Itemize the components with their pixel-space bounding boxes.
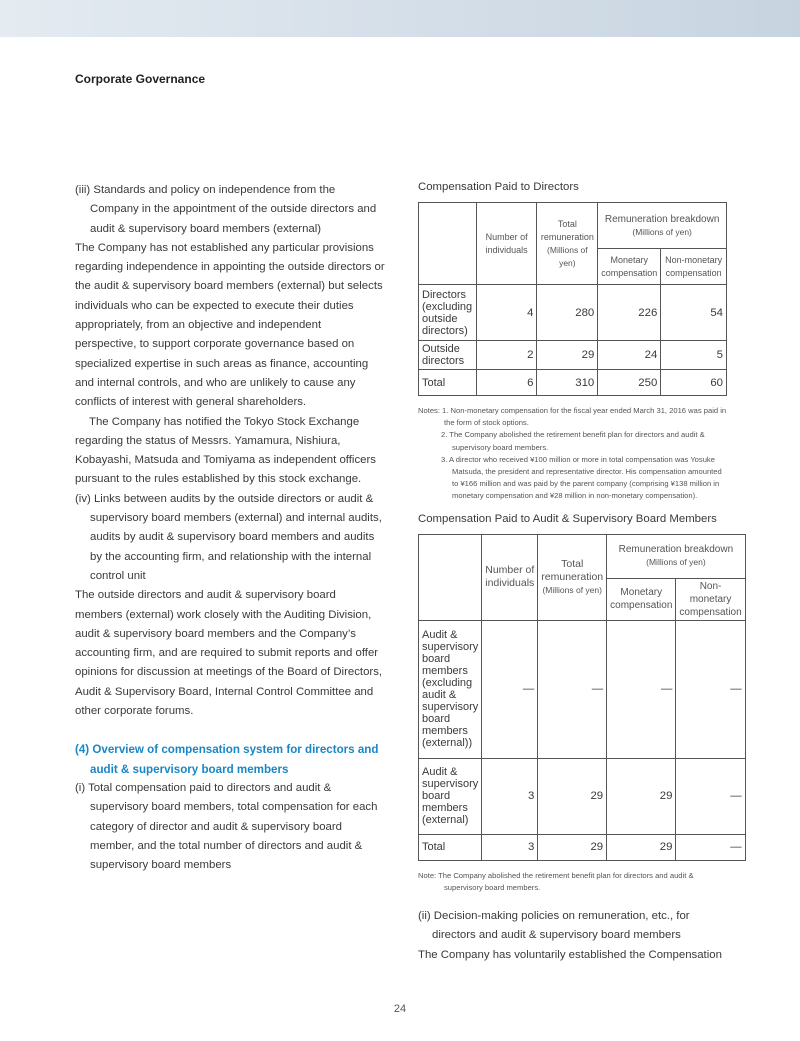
cell-non-monetary: 54 (661, 285, 727, 341)
table2-header-monetary: Monetary compensation (607, 578, 676, 620)
cell-monetary: 24 (598, 341, 661, 370)
table-row (419, 370, 727, 396)
cell-number: 6 (476, 370, 537, 396)
cell-monetary: 226 (598, 285, 661, 341)
table1-header-total-label: Total remuneration (540, 218, 594, 242)
table1-corner-cell (419, 203, 477, 285)
cell-non-monetary: 60 (661, 370, 727, 396)
row-label: Directors (excluding outside directors) (419, 285, 477, 341)
header-band (0, 0, 800, 37)
left-column (75, 181, 385, 875)
row-label: Total (419, 370, 477, 396)
audit-board-compensation-table (418, 534, 746, 861)
table1-notes (418, 405, 728, 503)
right-body-text (418, 907, 728, 965)
table2-header-breakdown (607, 534, 746, 578)
table2-corner-cell (419, 534, 482, 620)
table1-note-1: Notes: 1. Non-monetary compensation for the fiscal year ended March 31, 2016 was paid in the form of stock options. (418, 406, 727, 428)
cell-non-monetary: — (676, 620, 745, 758)
section-heading-4: (4) Overview of compensation system for directors and audit & supervisory board members (75, 743, 379, 776)
cell-total: 29 (537, 341, 598, 370)
directors-compensation-table (418, 202, 727, 396)
cell-non-monetary: — (676, 758, 745, 834)
cell-number: — (482, 620, 538, 758)
page-number: 24 (393, 1003, 407, 1015)
row-label: Total (419, 834, 482, 860)
table1-caption: Compensation Paid to Directors (418, 181, 579, 193)
item-i-title: (i) Total compensation paid to directors and audit & supervisory board members, total compensation for each category of director and audit & supervisory board member, and the total number of directors and audit & supervisory board members (75, 781, 378, 872)
table1-header-non-monetary: Non-monetary compensation (661, 249, 727, 285)
cell-monetary: 29 (607, 834, 676, 860)
table2-header-total-label: Total remuneration (541, 557, 604, 583)
row-label: Outside directors (419, 341, 477, 370)
table-row (419, 285, 727, 341)
table1-header-breakdown-unit: (Millions of yen) (632, 226, 692, 237)
item-ii-paragraph-1: The Company has voluntarily established the Compensation (418, 948, 722, 961)
table1-note-2: 2. The Company abolished the retirement benefit plan for directors and audit & supervisory board members. (441, 430, 705, 452)
table2-header-breakdown-unit: (Millions of yen) (646, 557, 706, 568)
row-label: Audit & supervisory board members (excluding audit & supervisory board members (external)) (419, 620, 482, 758)
right-column (418, 181, 742, 965)
table1-header-breakdown (598, 203, 727, 249)
item-iv-title: (iv) Links between audits by the outside directors or audit & supervisory board members (external) and internal audits, audits by audit & supervisory board members and audits by the accounting firm, and relationship with the internal control unit (75, 492, 382, 582)
cell-non-monetary: 5 (661, 341, 727, 370)
table2-header-breakdown-label: Remuneration breakdown (618, 544, 734, 556)
table-row (419, 758, 746, 834)
cell-total: 310 (537, 370, 598, 396)
cell-monetary: 250 (598, 370, 661, 396)
cell-number: 3 (482, 758, 538, 834)
cell-monetary: 29 (607, 758, 676, 834)
cell-number: 2 (476, 341, 537, 370)
table-row (419, 620, 746, 758)
table1-header-number: Number of individuals (476, 203, 537, 285)
row-label: Audit & supervisory board members (external) (419, 758, 482, 834)
table2-header-non-monetary: Non-monetary compensation (676, 578, 745, 620)
cell-number: 3 (482, 834, 538, 860)
table1-header-total (537, 203, 598, 285)
item-ii-title: (ii) Decision-making policies on remuneration, etc., for directors and audit & supervisory board members (418, 910, 690, 942)
table-row (419, 834, 746, 860)
item-iv-paragraph-1: The outside directors and audit & supervisory board members (external) work closely with the Auditing Division, audit & supervisory board members and the Company’s accounting firm, and are required to submit reports and offer opinions for discussion at meetings of the Board of Directors, Audit & Supervisory Board, Internal Control Committee and other corporate forums. (75, 589, 383, 718)
table2-notes (418, 870, 728, 894)
cell-monetary: — (607, 620, 676, 758)
item-iii-paragraph-2: The Company has notified the Tokyo Stock Exchange regarding the status of Messrs. Yamamura, Nishiura, Kobayashi, Matsuda and Tomiyama as independent officers pursuant to the rules established by this stock exchange. (75, 415, 376, 486)
table2-note: Note: The Company abolished the retirement benefit plan for directors and audit & supervisory board members. (418, 870, 694, 892)
item-iii-title: (iii) Standards and policy on independence from the Company in the appointment of the outside directors and audit & supervisory board members (external) (75, 184, 377, 235)
item-iii-paragraph-1: The Company has not established any particular provisions regarding independence in appointing the outside directors or the audit & supervisory board members (external) but selects individuals who can be expected to execute their duties appropriately, from an objective and independent perspective, to support corporate governance based on specialized expertise in such areas as finance, accounting and internal controls, and who are unlikely to cause any conflicts of interest with general shareholders. (75, 241, 385, 409)
table1-header-total-unit: (Millions of yen) (547, 244, 588, 268)
cell-total: — (538, 620, 607, 758)
table1-header-breakdown-label: Remuneration breakdown (604, 213, 720, 225)
table2-header-total (538, 534, 607, 620)
table2-header-number: Number of individuals (482, 534, 538, 620)
cell-number: 4 (476, 285, 537, 341)
cell-total: 29 (538, 758, 607, 834)
table1-header-monetary: Monetary compensation (598, 249, 661, 285)
cell-non-monetary: — (676, 834, 745, 860)
table1-note-3: 3. A director who received ¥100 million or more in total compensation was Yosuke Matsuda, the president and representative director. His compensation amounted to ¥166 million and was paid by the parent company (comprising ¥138 million in monetary compensation and ¥28 million in non-monetary compensation). (441, 454, 722, 501)
section-title: Corporate Governance (75, 72, 206, 86)
table2-header-total-unit: (Millions of yen) (542, 584, 602, 595)
table-row (419, 341, 727, 370)
table2-caption: Compensation Paid to Audit & Supervisory Board Members (418, 512, 717, 525)
cell-total: 29 (538, 834, 607, 860)
cell-total: 280 (537, 285, 598, 341)
